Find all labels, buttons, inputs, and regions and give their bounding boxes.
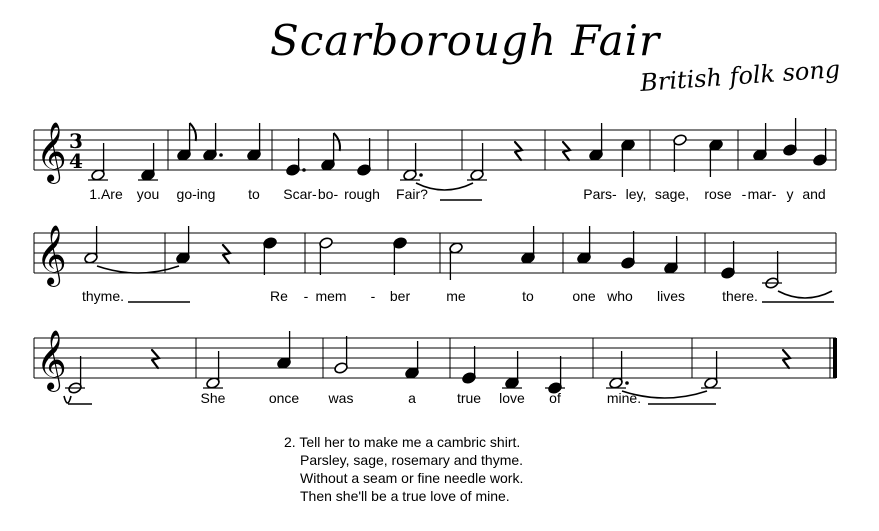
lyric-syllable: bo-	[317, 186, 339, 202]
staff-system	[34, 225, 836, 304]
augmentation-dot	[219, 153, 223, 157]
staff-system	[34, 330, 837, 406]
lyric-syllable: Scar-	[283, 186, 317, 202]
lyric-syllable: mar-	[747, 186, 777, 202]
treble-clef: 𝄞	[36, 122, 67, 182]
lyric-syllable: -	[370, 288, 376, 304]
lyric-syllable: rose	[704, 186, 732, 202]
lyric-syllable: you	[136, 186, 160, 202]
lyric-syllable: ley,	[625, 186, 647, 202]
lyric-syllable: thyme.	[81, 288, 125, 304]
augmentation-dot	[302, 168, 306, 172]
verse-2-line-3: Without a seam or fine needle work.	[300, 470, 524, 486]
staff-system	[34, 118, 836, 202]
lyric-syllable: to	[522, 288, 534, 304]
lyric-syllable: of	[549, 390, 561, 406]
note-flag	[334, 133, 340, 151]
lyric-syllable: go-ing	[176, 186, 216, 202]
lyric-syllable: sage,	[654, 186, 690, 202]
lyric-syllable: -	[741, 186, 747, 202]
lyric-syllable: there.	[722, 288, 758, 304]
quarter-rest	[783, 350, 790, 368]
verse-2-line-2: Parsley, sage, rosemary and thyme.	[300, 452, 524, 468]
verse-2-line-1: 2. Tell her to make me a cambric shirt.	[284, 434, 521, 450]
tie	[778, 291, 832, 298]
note-flag	[190, 123, 196, 141]
verse-2-line-4: Then she'll be a true love of mine.	[300, 488, 510, 504]
lyric-syllable: love	[499, 390, 525, 406]
tie	[97, 266, 179, 273]
lyric-syllable: mem	[315, 288, 347, 304]
lyric-syllable: Fair?	[396, 186, 428, 202]
lyric-syllable: -	[303, 288, 309, 304]
lyric-syllable: once	[268, 390, 300, 406]
lyric-syllable: was	[328, 390, 354, 406]
lyric-syllable: to	[248, 186, 260, 202]
lyric-syllable: She	[200, 390, 226, 406]
treble-clef: 𝄞	[36, 330, 67, 390]
lyric-syllable: Re	[270, 288, 288, 304]
lyric-syllable: y	[786, 186, 794, 202]
quarter-rest	[223, 245, 230, 263]
augmentation-dot	[625, 381, 629, 385]
time-signature-top: 3	[69, 129, 83, 153]
lyric-syllable: 1.Are	[89, 186, 123, 202]
lyric-syllable: and	[802, 186, 826, 202]
augmentation-dot	[419, 173, 423, 177]
verse-2	[284, 433, 523, 505]
lyric-syllable: mine.	[606, 390, 642, 406]
treble-clef: 𝄞	[36, 225, 67, 285]
lyric-syllable: Pars-	[583, 186, 617, 202]
lyric-syllable: rough	[344, 186, 380, 202]
lyric-syllable: a	[408, 390, 416, 406]
lyric-syllable: ber	[389, 288, 411, 304]
quarter-rest	[152, 350, 159, 368]
lyric-syllable: who	[607, 288, 633, 304]
lyric-syllable: true	[456, 390, 482, 406]
song-title: Scarborough Fair	[270, 16, 661, 65]
composer-credit: British folk song	[639, 55, 842, 97]
final-barline	[833, 338, 837, 378]
time-signature-bottom: 4	[69, 149, 83, 173]
quarter-rest	[563, 142, 570, 160]
lyric-syllable: one	[572, 288, 596, 304]
lyric-syllable: me	[446, 288, 466, 304]
quarter-rest	[515, 142, 522, 160]
tie	[64, 396, 71, 403]
lyric-syllable: lives	[656, 288, 686, 304]
